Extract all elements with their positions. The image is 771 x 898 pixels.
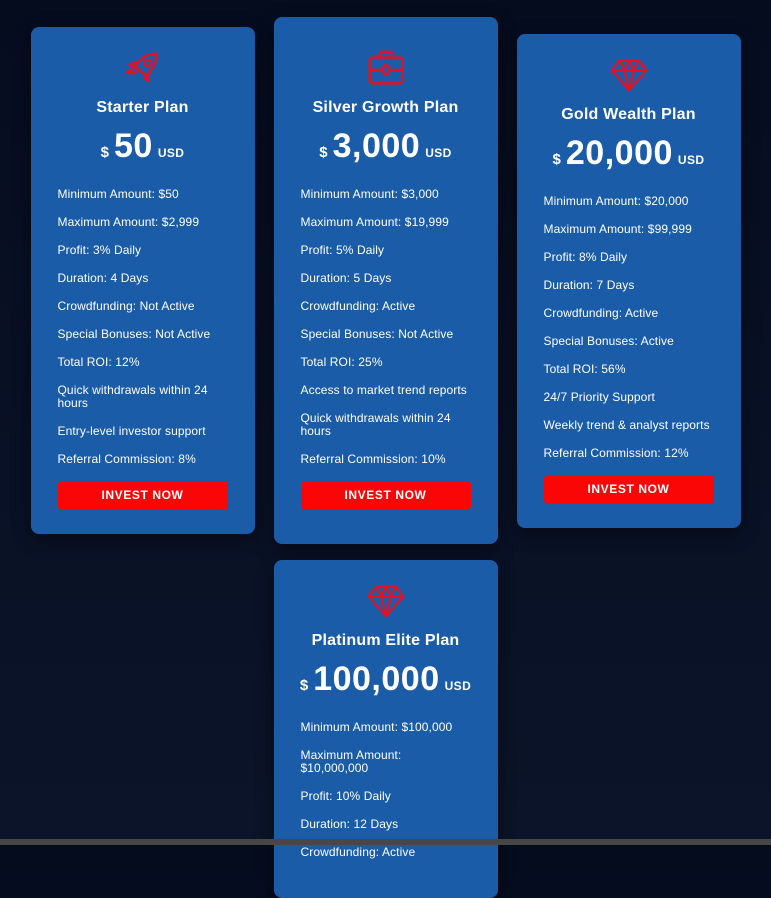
plan-feature: Referral Commission: 12% — [543, 445, 689, 460]
invest-now-button[interactable]: INVEST NOW — [58, 481, 228, 510]
price-amount: 20,000 — [565, 133, 673, 172]
plan-feature: Weekly trend & analyst reports — [543, 417, 710, 432]
plan-card-platinum — [274, 560, 498, 898]
plan-card-starter — [31, 27, 255, 534]
plan-card-silver — [274, 17, 498, 544]
plan-feature: Entry-level investor support — [57, 424, 206, 438]
plan-feature: Maximum Amount: $2,999 — [57, 215, 200, 229]
currency-symbol: $ — [100, 144, 109, 161]
plan-feature: Duration: 4 Days — [57, 271, 149, 285]
plan-feature: Minimum Amount: $100,000 — [300, 720, 453, 734]
plan-price — [544, 134, 714, 173]
plan-feature: Maximum Amount: $19,999 — [300, 215, 449, 229]
plan-features — [301, 188, 471, 466]
plans-row-top — [0, 17, 771, 544]
plan-feature: Referral Commission: 8% — [57, 452, 196, 466]
currency-symbol: $ — [319, 144, 328, 161]
currency-code: USD — [425, 146, 452, 160]
plan-title: Gold Wealth Plan — [561, 105, 696, 123]
plan-feature: Profit: 10% Daily — [300, 789, 391, 803]
plan-feature: Minimum Amount: $3,000 — [300, 187, 439, 201]
plan-feature: Access to market trend reports — [300, 383, 467, 397]
plan-feature: Duration: 5 Days — [300, 271, 392, 285]
plan-title: Starter Plan — [96, 99, 189, 116]
invest-now-button[interactable]: INVEST NOW — [544, 475, 714, 504]
plan-card-gold — [517, 34, 741, 528]
gem-icon — [544, 52, 714, 98]
plan-feature: Special Bonuses: Not Active — [57, 327, 211, 341]
plan-feature: Crowdfunding: Active — [300, 299, 416, 313]
plan-feature: Profit: 5% Daily — [300, 243, 385, 257]
plan-feature: Minimum Amount: $50 — [57, 187, 179, 201]
plan-feature: Duration: 12 Days — [300, 817, 399, 831]
plans-row-bottom — [0, 560, 771, 898]
currency-symbol: $ — [552, 150, 561, 168]
plan-feature: Total ROI: 12% — [57, 355, 140, 369]
plan-feature: Duration: 7 Days — [543, 277, 635, 292]
plan-features — [58, 188, 228, 466]
plan-feature: Profit: 8% Daily — [543, 249, 628, 264]
plan-price — [301, 660, 471, 699]
rocket-icon — [58, 45, 228, 91]
currency-code: USD — [157, 146, 185, 160]
plan-features — [544, 195, 714, 460]
plan-feature: 24/7 Priority Support — [543, 389, 655, 404]
bottom-edge-bar — [0, 839, 771, 845]
plan-feature: Special Bonuses: Not Active — [300, 327, 454, 341]
plan-feature: Minimum Amount: $20,000 — [543, 193, 689, 208]
plan-feature: Total ROI: 56% — [543, 361, 626, 376]
plan-feature: Crowdfunding: Active — [543, 305, 659, 320]
currency-code: USD — [677, 152, 705, 167]
price-amount: 100,000 — [313, 660, 440, 698]
plan-feature: Referral Commission: 10% — [300, 452, 446, 466]
currency-symbol: $ — [299, 677, 309, 694]
plan-feature: Profit: 3% Daily — [57, 243, 142, 257]
plan-feature: Crowdfunding: Not Active — [57, 299, 195, 313]
plan-feature: Quick withdrawals within 24 hours — [300, 411, 451, 438]
plan-feature: Quick withdrawals within 24 hours — [57, 383, 208, 410]
plan-feature: Crowdfunding: Active — [300, 845, 416, 859]
plan-feature: Maximum Amount: $99,999 — [543, 221, 692, 236]
plan-feature: Maximum Amount: $10,000,000 — [300, 748, 402, 775]
briefcase-icon — [301, 45, 471, 91]
plan-title: Platinum Elite Plan — [311, 632, 460, 649]
plan-feature: Total ROI: 25% — [300, 355, 383, 369]
plan-title: Silver Growth Plan — [312, 99, 459, 116]
plan-price — [58, 127, 228, 166]
price-amount: 3,000 — [332, 127, 421, 165]
plan-price — [301, 127, 471, 166]
price-amount: 50 — [113, 127, 153, 165]
plan-feature: Special Bonuses: Active — [543, 333, 674, 348]
gem-icon — [301, 578, 471, 624]
invest-now-button[interactable]: INVEST NOW — [301, 481, 471, 510]
currency-code: USD — [444, 679, 472, 693]
